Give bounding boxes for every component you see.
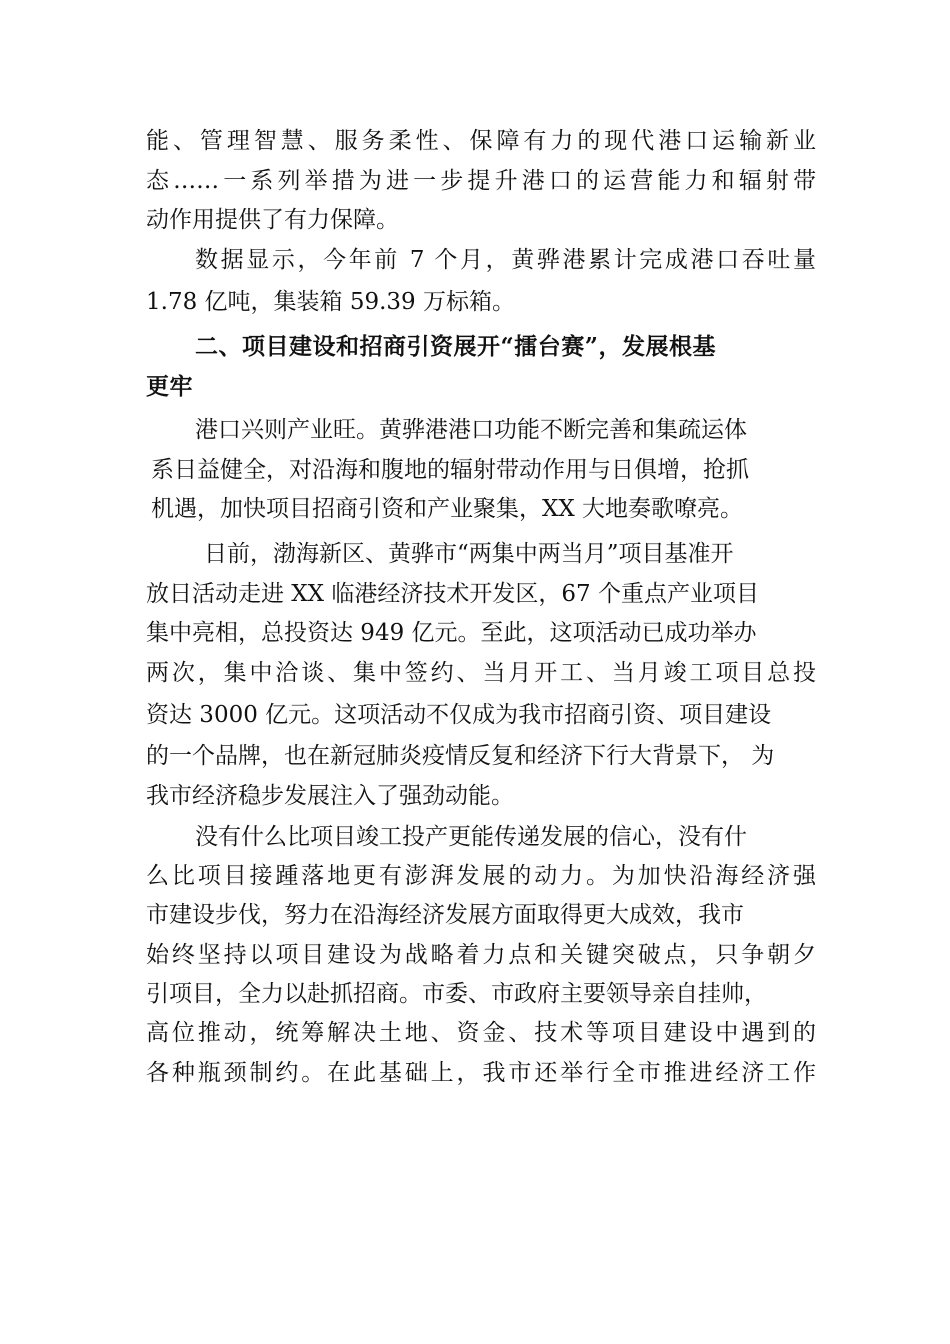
text-line: 始终坚持以项目建设为战略着力点和关键突破点，只争朝夕 bbox=[146, 942, 816, 968]
text-line: 集中亮相，总投资达 949 亿元。至此，这项活动已成功举办 bbox=[146, 620, 757, 646]
text-line: 动作用提供了有力保障。 bbox=[146, 207, 399, 233]
text-line: 日前，渤海新区、黄骅市“两集中两当月”项目基准开 bbox=[204, 541, 734, 567]
text-line: 么比项目接踵落地更有澎湃发展的动力。为加快沿海经济强 bbox=[146, 863, 816, 889]
text-line: 放日活动走进 XX 临港经济技术开发区，67 个重点产业项目 bbox=[146, 581, 759, 607]
text-line: 数据显示，今年前 7 个月，黄骅港累计完成港口吞吐量 bbox=[195, 247, 816, 273]
text-line: 态……一系列举措为进一步提升港口的运营能力和辐射带 bbox=[146, 168, 816, 194]
text-line: 市建设步伐，努力在沿海经济发展方面取得更大成效，我市 bbox=[146, 902, 744, 928]
section-heading: 二、项目建设和招商引资展开“擂台赛”，发展根基 bbox=[195, 333, 716, 360]
text-line: 我市经济稳步发展注入了强劲动能。 bbox=[146, 783, 514, 809]
text-line: 各种瓶颈制约。在此基础上，我市还举行全市推进经济工作 bbox=[146, 1060, 816, 1086]
text-line: 没有什么比项目竣工投产更能传递发展的信心，没有什 bbox=[195, 824, 747, 850]
text-line: 能、管理智慧、服务柔性、保障有力的现代港口运输新业 bbox=[146, 128, 816, 154]
text-line: 的一个品牌，也在新冠肺炎疫情反复和经济下行大背景下， 为 bbox=[146, 743, 775, 769]
section-heading-continued: 更牢 bbox=[146, 373, 193, 400]
text-line: 资达 3000 亿元。这项活动不仅成为我市招商引资、项目建设 bbox=[146, 702, 772, 728]
text-line: 1.78 亿吨，集装箱 59.39 万标箱。 bbox=[146, 289, 515, 315]
text-line: 引项目，全力以赴抓招商。市委、市政府主要领导亲自挂帅， bbox=[146, 981, 767, 1007]
text-line: 系日益健全，对沿海和腹地的辐射带动作用与日俱增，抢抓 bbox=[151, 457, 749, 483]
text-line: 港口兴则产业旺。黄骅港港口功能不断完善和集疏运体 bbox=[195, 417, 747, 443]
text-line: 机遇，加快项目招商引资和产业聚集，XX 大地奏歌嘹亮。 bbox=[151, 496, 744, 522]
text-line: 两次，集中洽谈、集中签约、当月开工、当月竣工项目总投 bbox=[146, 660, 816, 686]
text-line: 高位推动，统筹解决土地、资金、技术等项目建设中遇到的 bbox=[146, 1020, 816, 1046]
